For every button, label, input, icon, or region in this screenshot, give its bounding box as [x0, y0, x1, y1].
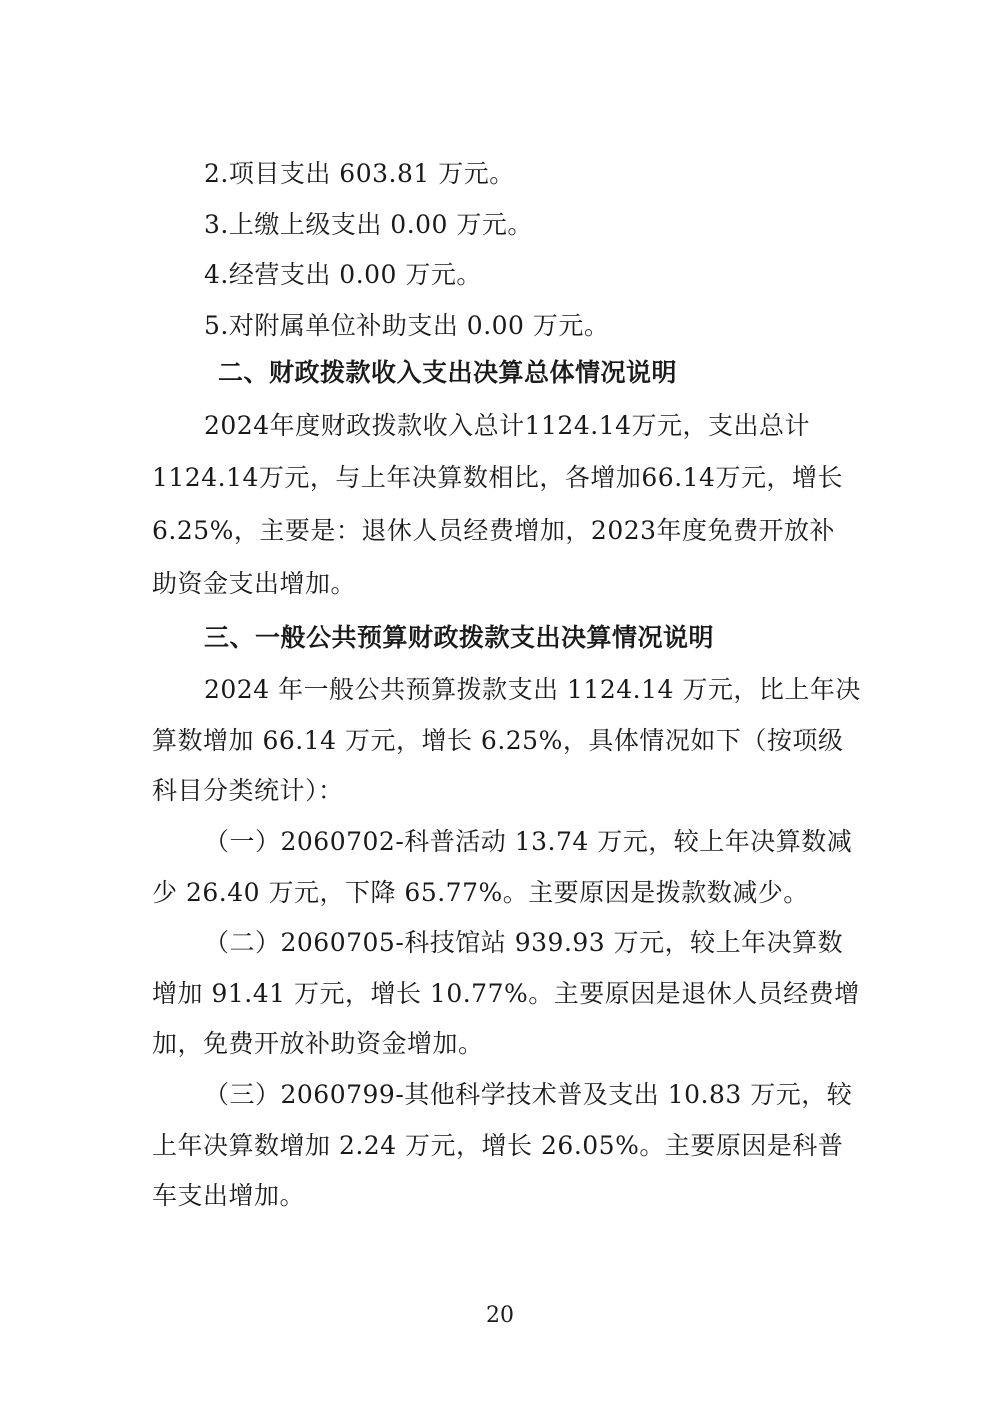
item-operating-expense: 4.经营支出 0.00 万元。 — [204, 260, 482, 289]
paragraph-2-line-2: 1124.14万元，与上年决算数相比，各增加66.14万元，增长 — [152, 463, 843, 492]
section-heading-3: 三、一般公共预算财政拨款支出决算情况说明 — [204, 623, 715, 652]
item-3-line-3: 车支出增加。 — [152, 1181, 306, 1210]
item-2-line-1: （二）2060705-科技馆站 939.93 万元，较上年决算数 — [204, 928, 844, 957]
item-1-line-1: （一）2060702-科普活动 13.74 万元，较上年决算数减 — [204, 827, 853, 856]
item-2-line-3: 加，免费开放补助资金增加。 — [152, 1029, 484, 1058]
paragraph-3-line-2: 算数增加 66.14 万元，增长 6.25%，具体情况如下（按项级 — [152, 726, 844, 755]
page-number: 20 — [486, 1303, 514, 1328]
paragraph-2-line-3: 6.25%，主要是：退休人员经费增加，2023年度免费开放补 — [152, 516, 836, 545]
paragraph-3-line-1: 2024 年一般公共预算拨款支出 1124.14 万元，比上年决 — [204, 675, 861, 704]
section-heading-2: 二、财政拨款收入支出决算总体情况说明 — [218, 358, 678, 387]
item-1-line-2: 少 26.40 万元，下降 65.77%。主要原因是拨款数减少。 — [152, 878, 809, 907]
item-2-line-2: 增加 91.41 万元，增长 10.77%。主要原因是退休人员经费增 — [152, 979, 860, 1008]
paragraph-2-line-4: 助资金支出增加。 — [152, 569, 357, 598]
item-3-line-1: （三）2060799-其他科学技术普及支出 10.83 万元，较 — [204, 1080, 853, 1109]
paragraph-3-line-3: 科目分类统计）： — [152, 776, 344, 805]
paragraph-2-line-1: 2024年度财政拨款收入总计1124.14万元，支出总计 — [204, 411, 811, 440]
item-subsidiary-subsidy-expense: 5.对附属单位补助支出 0.00 万元。 — [204, 311, 610, 340]
item-remit-superior-expense: 3.上缴上级支出 0.00 万元。 — [204, 210, 533, 239]
item-3-line-2: 上年决算数增加 2.24 万元，增长 26.05%。主要原因是科普 — [152, 1131, 844, 1160]
item-project-expense: 2.项目支出 603.81 万元。 — [204, 159, 515, 188]
